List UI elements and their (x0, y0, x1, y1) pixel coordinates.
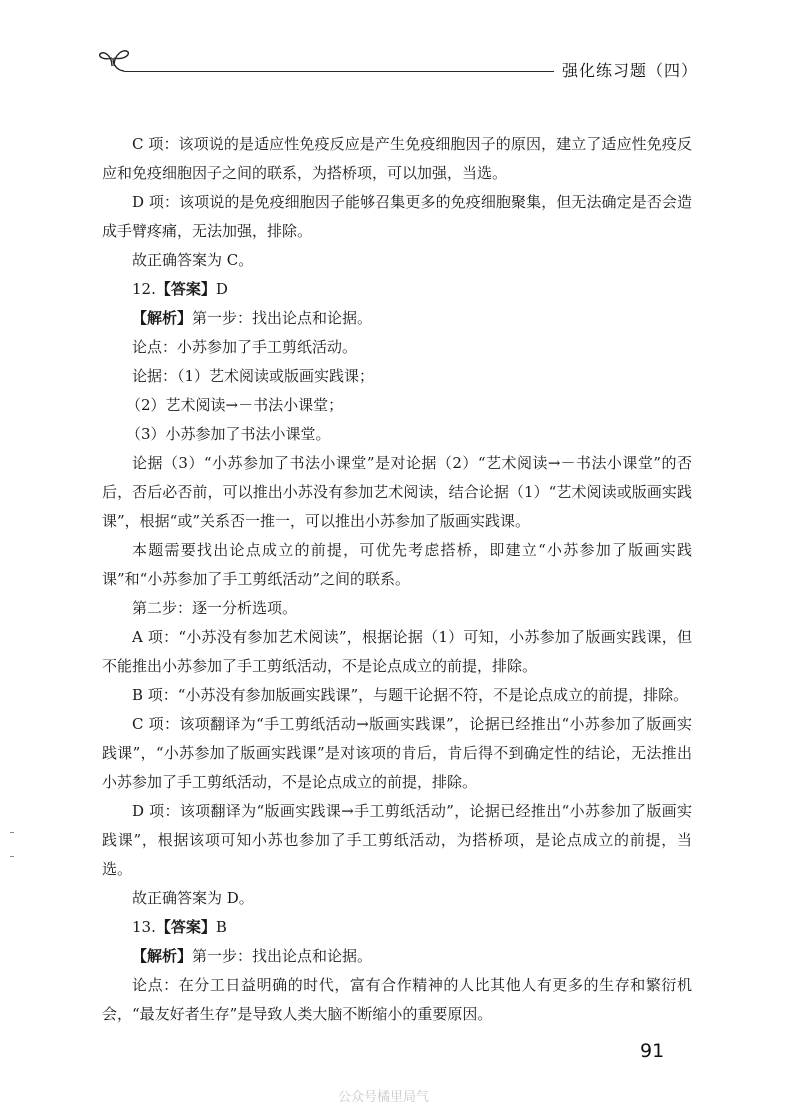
q12-number: 12. (132, 280, 156, 298)
q12-line: C 项：该项翻译为“手工剪纸活动→版画实践课”，论据已经推出“小苏参加了版画实践课”，“小苏参加了版画实践课”是对该项的肯后，肯后得不到确定性的结论，无法推出小苏参加了手工剪纸活动，不是论点成立的前提，排除。 (102, 715, 692, 791)
page-content (102, 130, 692, 1029)
page-header (0, 0, 800, 90)
q12-line: 论据：（1）艺术阅读或版画实践课； (132, 367, 375, 385)
q12-line: 故正确答案为 D。 (132, 889, 254, 907)
q12-line: 本题需要找出论点成立的前提，可优先考虑搭桥，即建立“小苏参加了版画实践课”和“小苏参加了手工剪纸活动”之间的联系。 (102, 541, 692, 588)
q12-answer: D (215, 280, 228, 298)
q12-line: 论点：小苏参加了手工剪纸活动。 (132, 338, 358, 356)
header-rule (124, 71, 554, 72)
sprout-icon (98, 44, 134, 72)
q12-step1: 第一步：找出论点和论据。 (192, 309, 373, 327)
q13-answer: B (215, 918, 227, 936)
q12-line: 第二步：逐一分析选项。 (132, 599, 298, 617)
q12-line: D 项：该项翻译为“版画实践课→手工剪纸活动”，论据已经推出“小苏参加了版画实践课”，根据该项可知小苏也参加了手工剪纸活动，为搭桥项，是论点成立的前提，当选。 (102, 802, 692, 878)
q12-analysis-line (102, 304, 692, 333)
q13-analysis-line (102, 942, 692, 971)
q12-answer-label: 【答案】 (155, 280, 216, 298)
q12-line: B 项：“小苏没有参加版画实践课”，与题干论据不符，不是论点成立的前提，排除。 (132, 686, 689, 704)
q13-number: 13. (132, 918, 156, 936)
q12-line: 论据（3）“小苏参加了书法小课堂”是对论据（2）“艺术阅读→－书法小课堂”的否后，否后必否前，可以推出小苏没有参加艺术阅读，结合论据（1）“艺术阅读或版画实践课”，根据“或”关系否一推一，可以推出小苏参加了版画实践课。 (102, 454, 692, 530)
scan-mark (10, 832, 14, 833)
paragraph: C 项：该项说的是适应性免疫反应是产生免疫细胞因子的原因，建立了适应性免疫反应和免疫细胞因子之间的联系，为搭桥项，可以加强，当选。 (102, 135, 692, 182)
q12-answer-line (102, 275, 692, 304)
q13-line: 论点：在分工日益明确的时代，富有合作精神的人比其他人有更多的生存和繁衍机会，“最友好者生存”是导致人类大脑不断缩小的重要原因。 (102, 976, 692, 1023)
q13-answer-label: 【答案】 (155, 918, 216, 936)
q12-line: （2）艺术阅读→－书法小课堂； (126, 396, 344, 414)
q12-analysis-label: 【解析】 (132, 309, 193, 327)
q13-step1: 第一步：找出论点和论据。 (192, 947, 373, 965)
header-title: 强化练习题（四） (562, 61, 699, 80)
q13-analysis-label: 【解析】 (132, 947, 193, 965)
q13-answer-line (102, 913, 692, 942)
scan-mark (10, 856, 14, 857)
q12-line: A 项：“小苏没有参加艺术阅读”，根据论据（1）可知，小苏参加了版画实践课，但不能推出小苏参加了手工剪纸活动，不是论点成立的前提，排除。 (102, 628, 692, 675)
paragraph: D 项：该项说的是免疫细胞因子能够召集更多的免疫细胞聚集，但无法确定是否会造成手臂疼痛，无法加强，排除。 (102, 193, 692, 240)
paragraph: 故正确答案为 C。 (132, 251, 254, 269)
page-number: 91 (640, 1040, 665, 1062)
q12-line: （3）小苏参加了书法小课堂。 (126, 425, 331, 443)
watermark: 公众号橘里局气 (338, 1090, 430, 1105)
